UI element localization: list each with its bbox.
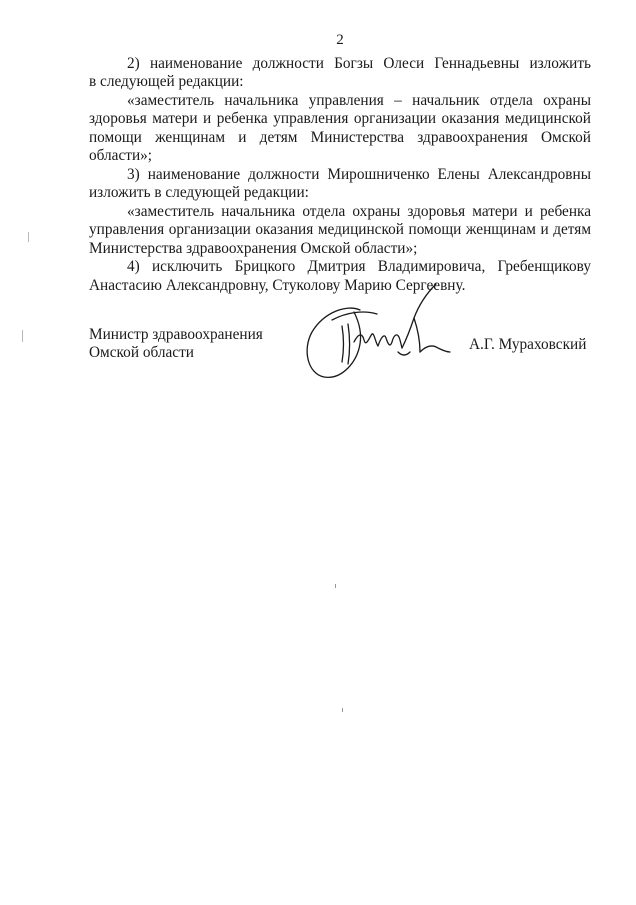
- signer-position: Министр здравоохранения: [89, 326, 263, 343]
- scan-mark: [335, 584, 336, 588]
- paragraph-line: помощи женщинам и детям Министерства здравоохранения Омской: [89, 129, 591, 146]
- paragraph-line: Министерства здравоохранения Омской области»;: [89, 240, 418, 257]
- paragraph-line: области»;: [89, 147, 153, 164]
- scan-mark: [22, 330, 23, 342]
- handwritten-signature: [302, 282, 452, 382]
- paragraph-line: «заместитель начальника управления – начальник отдела охраны: [127, 92, 591, 109]
- paragraph-line: управления организации оказания медицинской помощи женщинам и детям: [89, 221, 591, 238]
- signer-name: А.Г. Мураховский: [469, 336, 587, 353]
- paragraph-line: 4) исключить Брицкого Дмитрия Владимировича, Гребенщикову: [127, 258, 591, 275]
- paragraph-line: здоровья матери и ребенка управления организации оказания медицинской: [89, 110, 591, 127]
- signer-organization: Омской области: [89, 344, 194, 361]
- scan-mark: [28, 232, 29, 242]
- paragraph-line: «заместитель начальника отдела охраны здоровья матери и ребенка: [127, 203, 591, 220]
- paragraph-line: 3) наименование должности Мирошниченко Елены Александровны: [127, 166, 591, 183]
- paragraph-line: 2) наименование должности Богзы Олеси Геннадьевны изложить: [127, 55, 591, 72]
- paragraph-line: Анастасию Александровну, Стуколову Марию Сергеевну.: [89, 277, 466, 294]
- page-number: 2: [336, 32, 344, 48]
- scan-mark: [342, 708, 343, 712]
- paragraph-line: в следующей редакции:: [89, 73, 244, 90]
- paragraph-line: изложить в следующей редакции:: [89, 184, 309, 201]
